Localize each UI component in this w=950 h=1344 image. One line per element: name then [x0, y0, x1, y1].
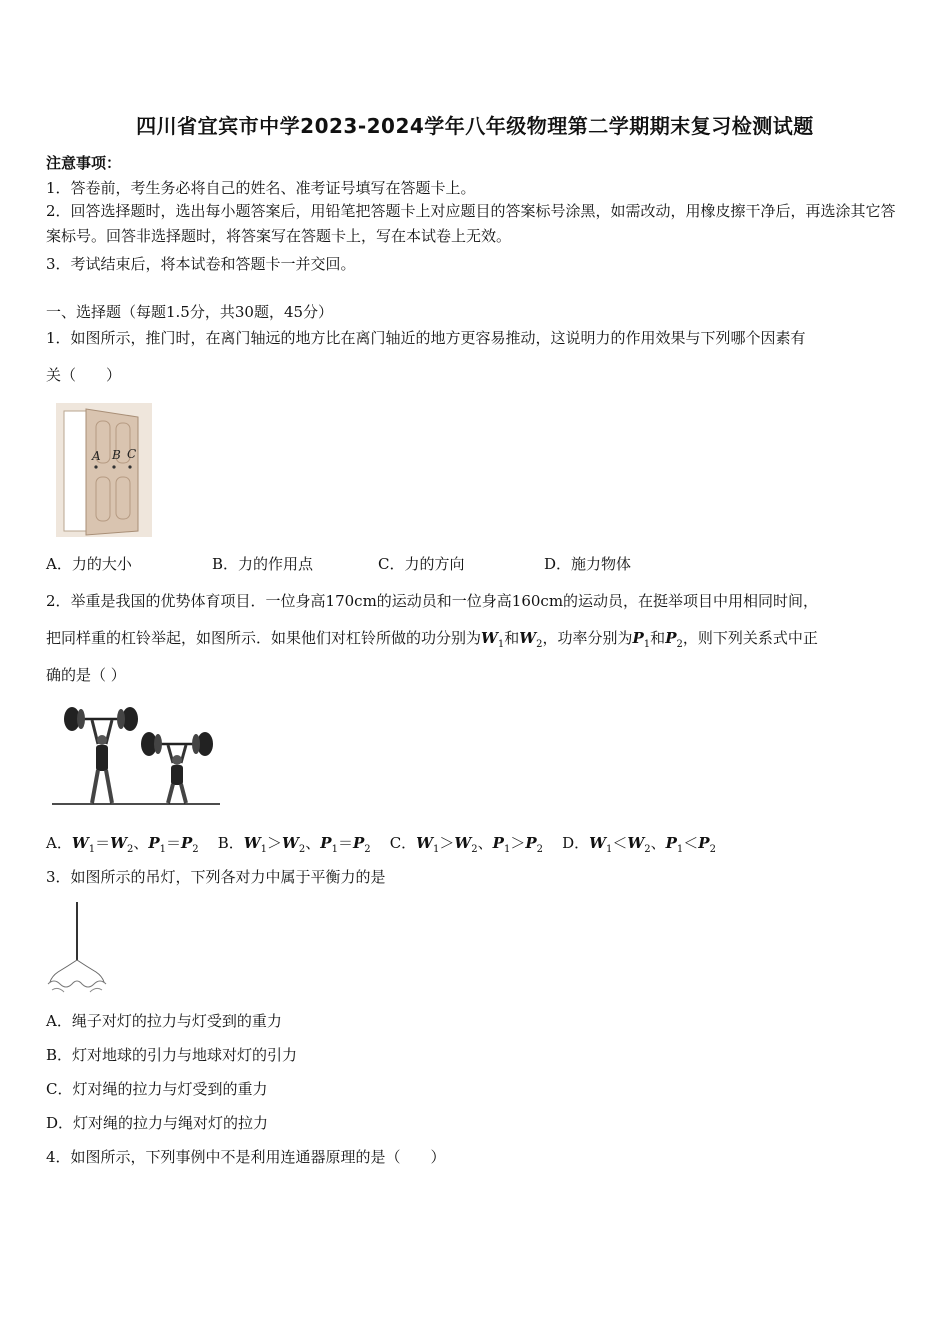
chandelier-figure: [44, 902, 110, 998]
q2-option-c[interactable]: C．$W_1>W_2$、$P_1>P_2$: [389, 834, 543, 855]
weightlifters-figure: [52, 706, 222, 808]
notice-heading: 注意事项：: [46, 154, 122, 172]
notice-item-1: 1．答卷前，考生务必将自己的姓名、准考证号填写在答题卡上。: [46, 179, 476, 197]
q1-stem-line1: 1．如图所示，推门时，在离门轴远的地方比在离门轴近的地方更容易推动，这说明力的作用效果与下列哪个因素有: [46, 329, 806, 347]
section-heading: 一、选择题（每题1.5分，共30题，45分）: [46, 303, 334, 321]
q1-option-b[interactable]: B．力的作用点: [212, 555, 314, 573]
q2-options: [46, 832, 716, 855]
door-label-b: B: [112, 448, 121, 462]
q2-stem-line2: 把同样重的杠铃举起，如图所示．如果他们对杠铃所做的功分别为$W_1$和$W_2$，功率分别为$P_1$和$P_2$，则下列关系式中正: [46, 629, 818, 650]
q1-option-c[interactable]: C．力的方向: [378, 555, 465, 573]
door-figure: [56, 403, 152, 537]
notice-item-3: 3．考试结束后，将本试卷和答题卡一并交回。: [46, 255, 356, 273]
q2-option-d[interactable]: D．$W_1<W_2$、$P_1<P_2$: [562, 834, 716, 855]
q2-stem-line3: 确的是（ ）: [46, 666, 126, 684]
door-label-a: A: [92, 449, 101, 463]
q3-option-b[interactable]: B．灯对地球的引力与地球对灯的引力: [46, 1046, 298, 1064]
q1-option-a[interactable]: A．力的大小: [46, 555, 132, 573]
q2-option-b[interactable]: B．$W_1>W_2$、$P_1=P_2$: [217, 834, 371, 855]
page-title: 四川省宜宾市中学2023-2024学年八年级物理第二学期期末复习检测试题: [136, 114, 814, 138]
q2-stem-line1: 2．举重是我国的优势体育项目．一位身高170cm的运动员和一位身高160cm的运动员，在挺举项目中用相同时间，: [46, 592, 819, 610]
q1-option-d[interactable]: D．施力物体: [544, 555, 632, 573]
q1-stem-line2: 关（ ）: [46, 366, 122, 384]
q3-stem: 3．如图所示的吊灯，下列各对力中属于平衡力的是: [46, 868, 386, 886]
q3-option-a[interactable]: A．绳子对灯的拉力与灯受到的重力: [46, 1012, 282, 1030]
notice-item-2: 2．回答选择题时，选出每小题答案后，用铅笔把答题卡上对应题目的答案标号涂黑，如需改动，用橡皮擦干净后，再选涂其它答案标号。回答非选择题时，将答案写在答题卡上，写在本试卷上无效。: [46, 202, 896, 245]
q2-option-a[interactable]: A．$W_1=W_2$、$P_1=P_2$: [46, 834, 199, 855]
q3-option-c[interactable]: C．灯对绳的拉力与灯受到的重力: [46, 1080, 268, 1098]
q4-stem: 4．如图所示，下列事例中不是利用连通器原理的是（ ）: [46, 1148, 446, 1166]
door-label-c: C: [127, 447, 137, 461]
q3-option-d[interactable]: D．灯对绳的拉力与绳对灯的拉力: [46, 1114, 269, 1132]
q1-options: [46, 553, 631, 574]
